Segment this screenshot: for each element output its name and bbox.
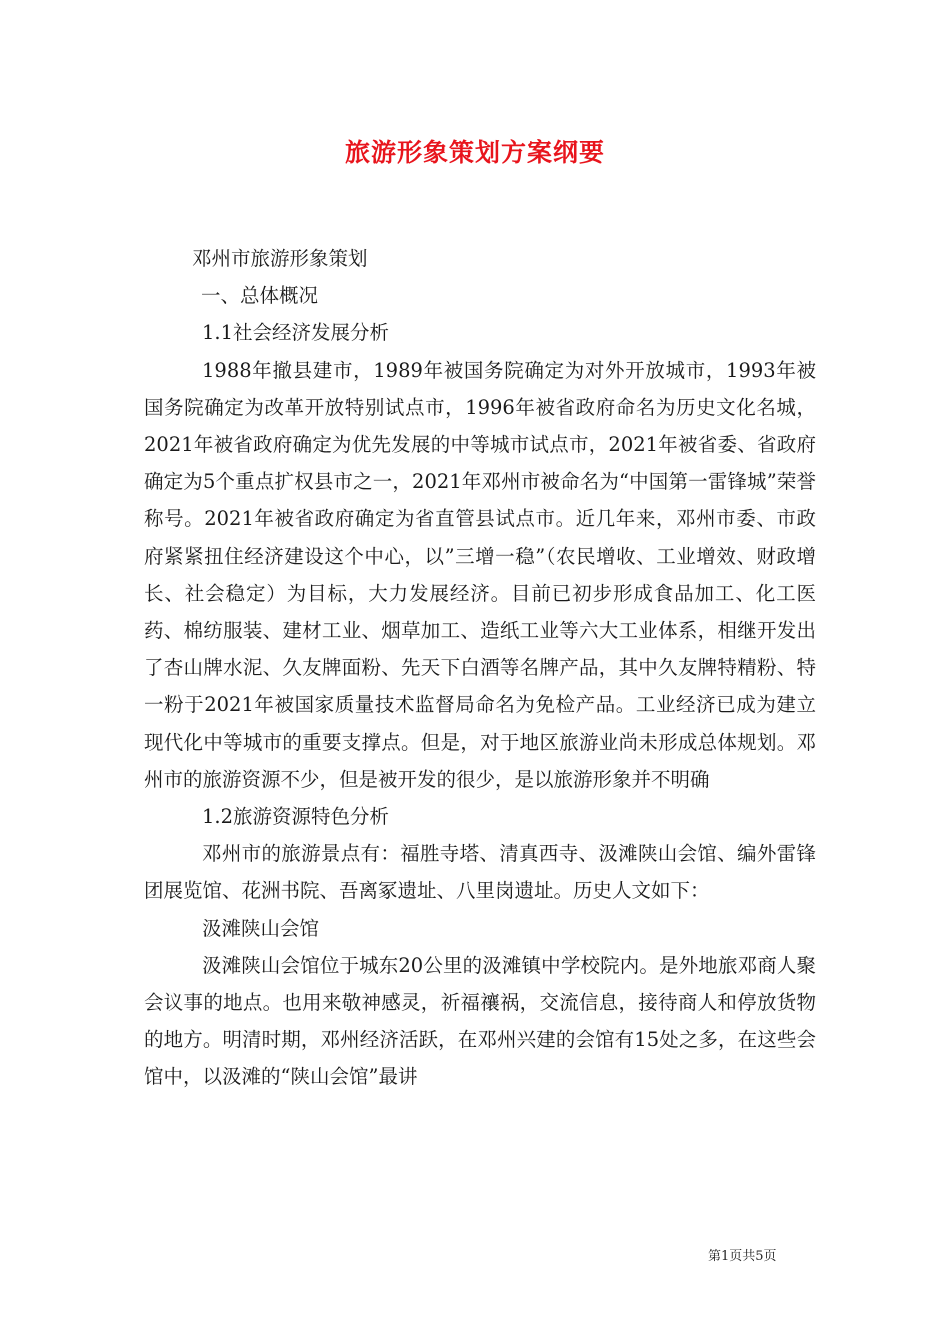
section-1-2-paragraph: 邓州市的旅游景点有：福胜寺塔、清真西寺、汲滩陕山会馆、编外雷锋团展览馆、花洲书院、吾离冢遗址、八里岗遗址。历史人文如下： xyxy=(144,842,816,903)
document-subtitle: 邓州市旅游形象策划 xyxy=(192,247,368,270)
page-number: 第1页共5页 xyxy=(708,1249,777,1264)
site-1-heading: 汲滩陕山会馆 xyxy=(202,916,320,940)
document-title: 旅游形象策划方案纲要 xyxy=(344,138,605,167)
section-1-1-heading: 1.1社会经济发展分析 xyxy=(202,321,390,345)
section-1-1-paragraph: 1988年撤县建市，1989年被国务院确定为对外开放城市，1993年被国务院确定为改革开放特别试点市，1996年被省政府命名为历史文化名城，2021年被省政府确定为优先发展的中等城市试点市，2021年被省委、省政府确定为5个重点扩权县市之一，2021年邓州市被命名为“中国第一雷锋城”荣誉称号。2021年被省政府确定为省直管县试点市。近几年来，邓州市委、市政府紧紧扭住经济建设这个中心，以”三增一稳”（农民增收、工业增效、财政增长、社会稳定）为目标，大力发展经济。目前已初步形成食品加工、化工医药、棉纺服装、建材工业、烟草加工、造纸工业等六大工业体系，相继开发出了杏山牌水泥、久友牌面粉、先天下白酒等名牌产品，其中久友牌特精粉、特一粉于2021年被国家质量技术监督局命名为免检产品。工业经济已成为建立现代化中等城市的重要支撑点。但是，对于地区旅游业尚未形成总体规划。邓州市的旅游资源不少，但是被开发的很少，是以旅游形象并不明确 xyxy=(144,358,816,791)
section-1-2-heading: 1.2旅游资源特色分析 xyxy=(202,805,390,829)
document-body xyxy=(144,240,816,1096)
site-1-paragraph: 汲滩陕山会馆位于城东20公里的汲滩镇中学校院内。是外地旅邓商人聚会议事的地点。也用来敬神感灵，祈福禳祸，交流信息，接待商人和停放货物的地方。明清时期，邓州经济活跃，在邓州兴建的会馆有15处之多，在这些会馆中，以汲滩的“陕山会馆”最讲 xyxy=(144,953,816,1089)
section-1-heading: 一、总体概况 xyxy=(201,284,319,308)
